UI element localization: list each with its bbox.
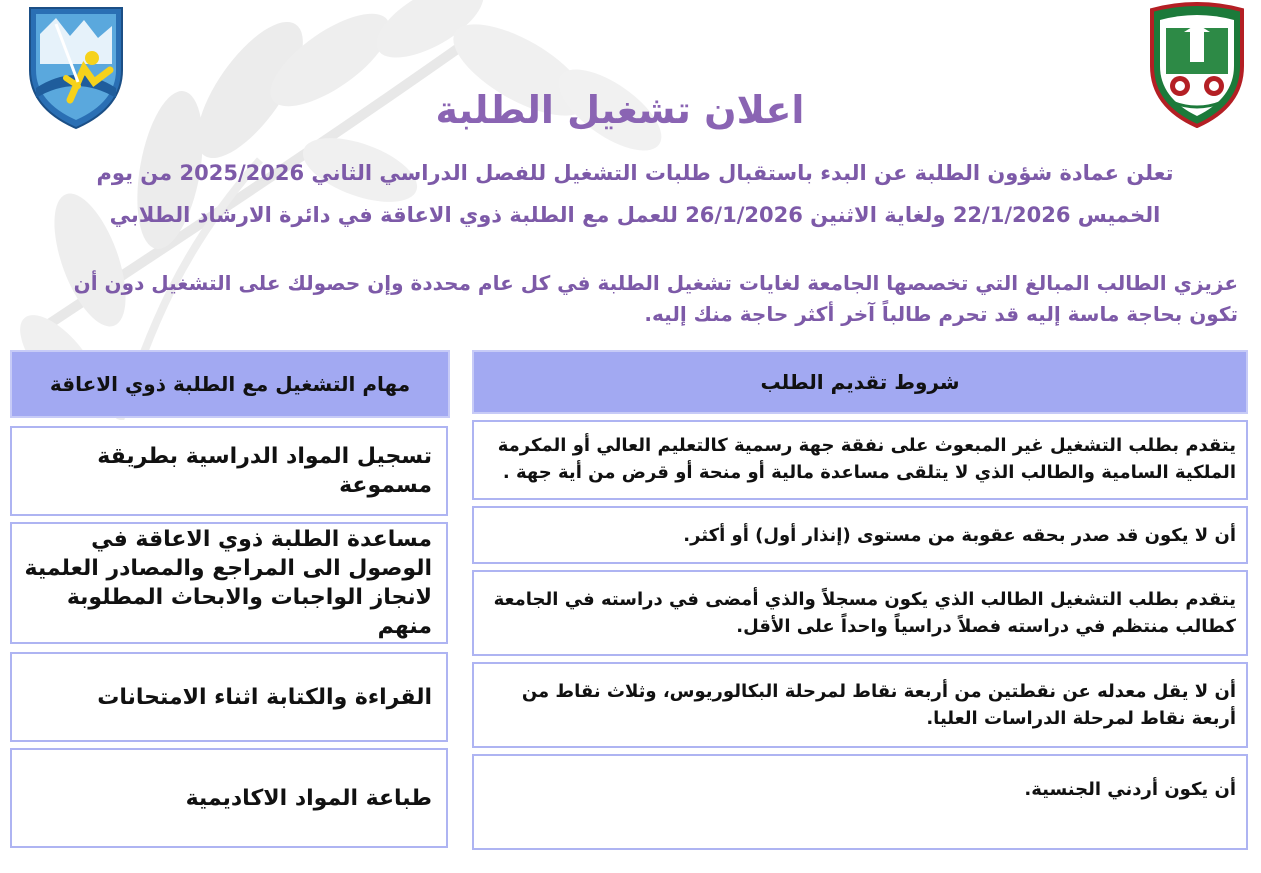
task-item: القراءة والكتابة اثناء الامتحانات xyxy=(10,652,448,742)
condition-item: يتقدم بطلب التشغيل غير المبعوث على نفقة جهة رسمية كالتعليم العالي أو المكرمة الملكية السامية والطالب الذي لا يتلقى مساعدة مالية أو منحة أو قرض من أية جهة . xyxy=(472,420,1248,500)
page-title: اعلان تشغيل الطلبة xyxy=(435,88,805,132)
deanship-student-affairs-emblem-icon xyxy=(26,4,126,130)
condition-item: أن يكون أردني الجنسية. xyxy=(472,754,1248,850)
condition-item: أن لا يقل معدله عن نقطتين من أربعة نقاط لمرحلة البكالوريوس، وثلاث نقاط من أربعة نقاط لمرحلة الدراسات العليا. xyxy=(472,662,1248,748)
intro-line-1: تعلن عمادة شؤون الطلبة عن البدء باستقبال طلبات التشغيل للفصل الدراسي الثاني 2025/2026 من يوم xyxy=(96,161,1174,185)
condition-item: يتقدم بطلب التشغيل الطالب الذي يكون مسجلاً والذي أمضى في دراسته في الجامعة كطالب منتظم في دراسته فصلاً دراسياً واحداً على الأقل. xyxy=(472,570,1248,656)
intro-line-2: الخميس 22/1/2026 ولغاية الاثنين 26/1/2026 للعمل مع الطلبة ذوي الاعاقة في دائرة الارشاد الطلابي xyxy=(109,203,1161,227)
task-item: طباعة المواد الاكاديمية xyxy=(10,748,448,848)
tasks-header: مهام التشغيل مع الطلبة ذوي الاعاقة xyxy=(10,350,450,418)
conditions-header: شروط تقديم الطلب xyxy=(472,350,1248,414)
student-notice: عزيزي الطالب المبالغ التي تخصصها الجامعة لغايات تشغيل الطلبة في كل عام محددة وإن حصولك على التشغيل دون أن تكون بحاجة ماسة إليه قد تحرم طالباً آخر أكثر حاجة منك إليه. xyxy=(73,271,1238,326)
task-item: مساعدة الطلبة ذوي الاعاقة في الوصول الى المراجع والمصادر العلمية لانجاز الواجبات والابحاث المطلوبة منهم xyxy=(10,522,448,644)
task-item: تسجيل المواد الدراسية بطريقة مسموعة xyxy=(10,426,448,516)
condition-item: أن لا يكون قد صدر بحقه عقوبة من مستوى (إنذار أول) أو أكثر. xyxy=(472,506,1248,564)
intro-paragraph xyxy=(70,152,1200,236)
university-of-jordan-crest-icon xyxy=(1146,2,1248,128)
tasks-column xyxy=(10,350,450,811)
conditions-column xyxy=(472,350,1248,800)
